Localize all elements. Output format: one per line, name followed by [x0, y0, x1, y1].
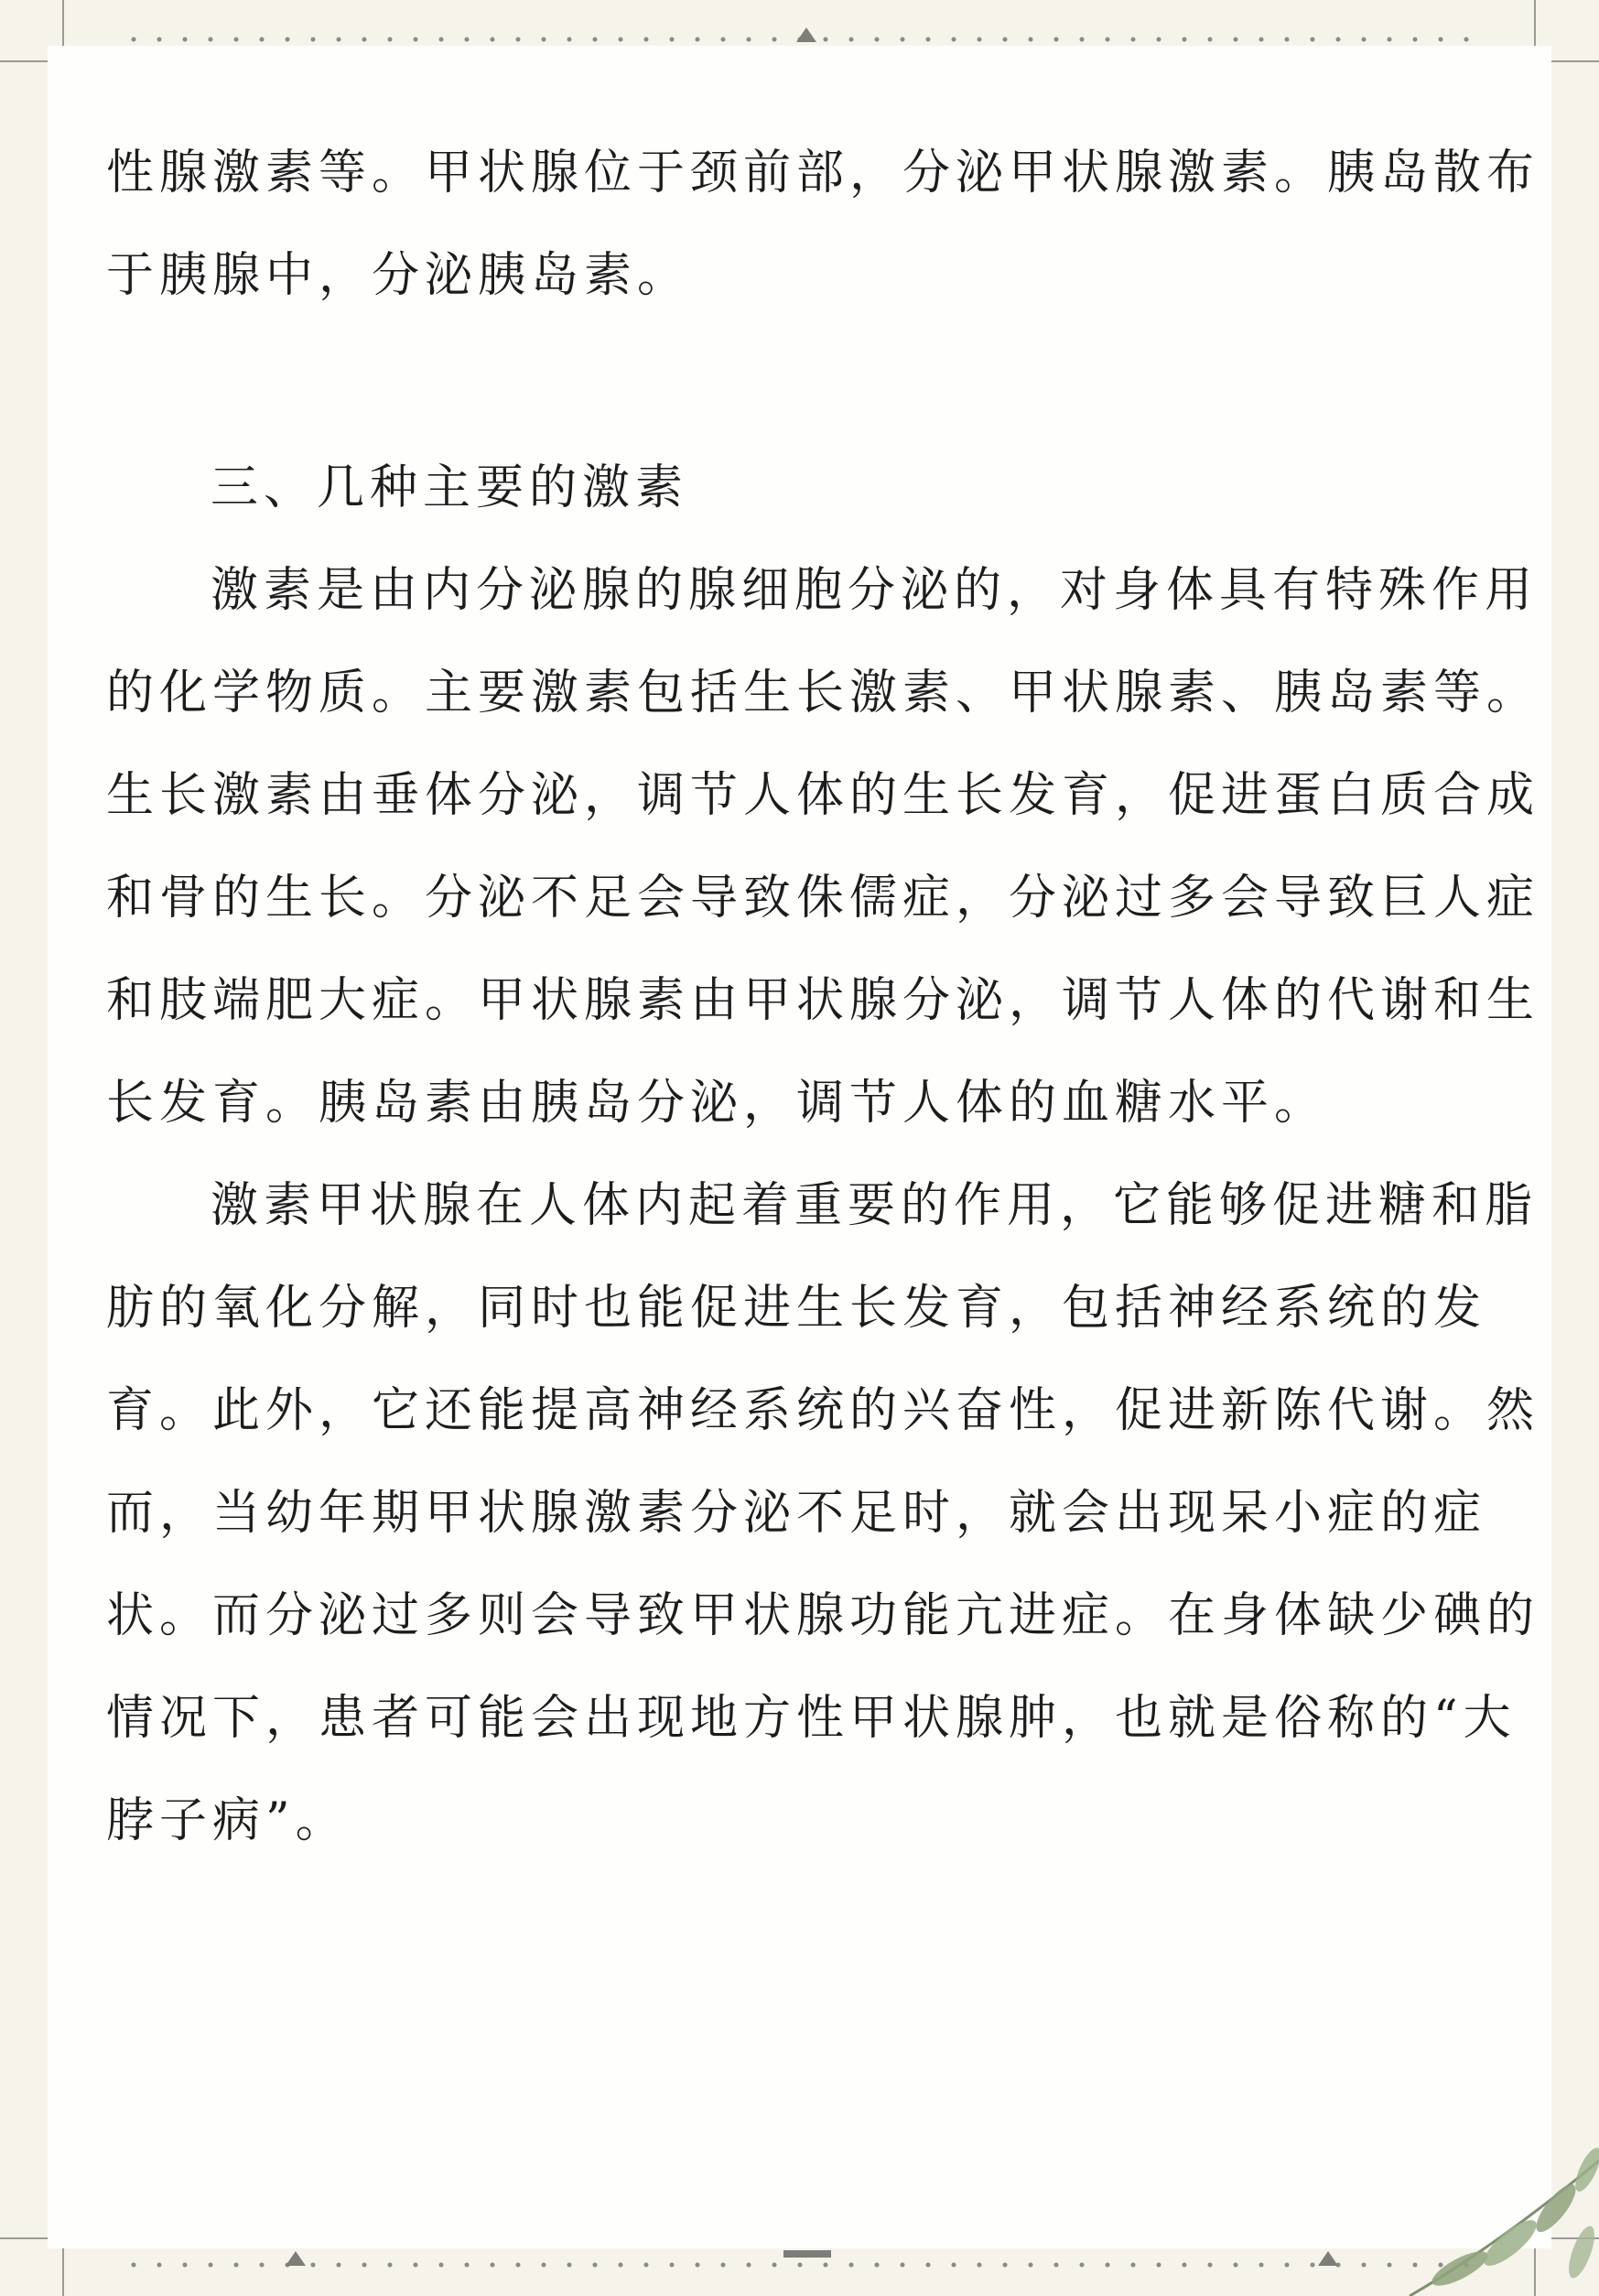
text-line: 于胰腺中，分泌胰岛素。 — [106, 248, 691, 303]
bottom-triangle-ornament-left — [286, 2251, 306, 2266]
section-heading: 三、几种主要的激素 — [211, 460, 689, 515]
text-line: 和肢端肥大症。甲状腺素由甲状腺分泌，调节人体的代谢和生 — [106, 973, 1540, 1028]
text-line: 长发育。胰岛素由胰岛分泌，调节人体的血糖水平。 — [106, 1076, 1328, 1131]
text-line: 状。而分泌过多则会导致甲状腺功能亢进症。在身体缺少碘的 — [106, 1588, 1540, 1643]
top-triangle-ornament — [796, 27, 816, 42]
bottom-dot-border — [121, 2260, 1475, 2269]
text-line: 的化学物质。主要激素包括生长激素、甲状腺素、胰岛素等。 — [106, 666, 1540, 720]
document-page — [48, 46, 1551, 2248]
paragraph-first-line: 激素是由内分泌腺的腺细胞分泌的，对身体具有特殊作用 — [211, 563, 1539, 618]
paragraph-first-line: 激素甲状腺在人体内起着重要的作用，它能够促进糖和脂 — [211, 1178, 1539, 1233]
bottom-triangle-ornament-right — [1318, 2251, 1338, 2266]
text-line: 生长激素由垂体分泌，调节人体的生长发育，促进蛋白质合成 — [106, 768, 1540, 823]
text-line: 而，当幼年期甲状腺激素分泌不足时，就会出现呆小症的症 — [106, 1486, 1487, 1541]
text-line: 脖子病”。 — [106, 1793, 349, 1848]
bottom-bar-ornament — [783, 2250, 831, 2258]
text-line: 性腺激素等。甲状腺位于颈前部，分泌甲状腺激素。胰岛散布 — [106, 146, 1540, 200]
text-line: 肪的氧化分解，同时也能促进生长发育，包括神经系统的发 — [106, 1281, 1487, 1336]
text-line: 育。此外，它还能提高神经系统的兴奋性，促进新陈代谢。然 — [106, 1383, 1540, 1438]
leaf-decoration-icon — [1373, 2106, 1599, 2296]
text-line: 情况下，患者可能会出现地方性甲状腺肿，也就是俗称的“大 — [106, 1691, 1517, 1746]
text-line: 和骨的生长。分泌不足会导致侏儒症，分泌过多会导致巨人症 — [106, 871, 1540, 926]
